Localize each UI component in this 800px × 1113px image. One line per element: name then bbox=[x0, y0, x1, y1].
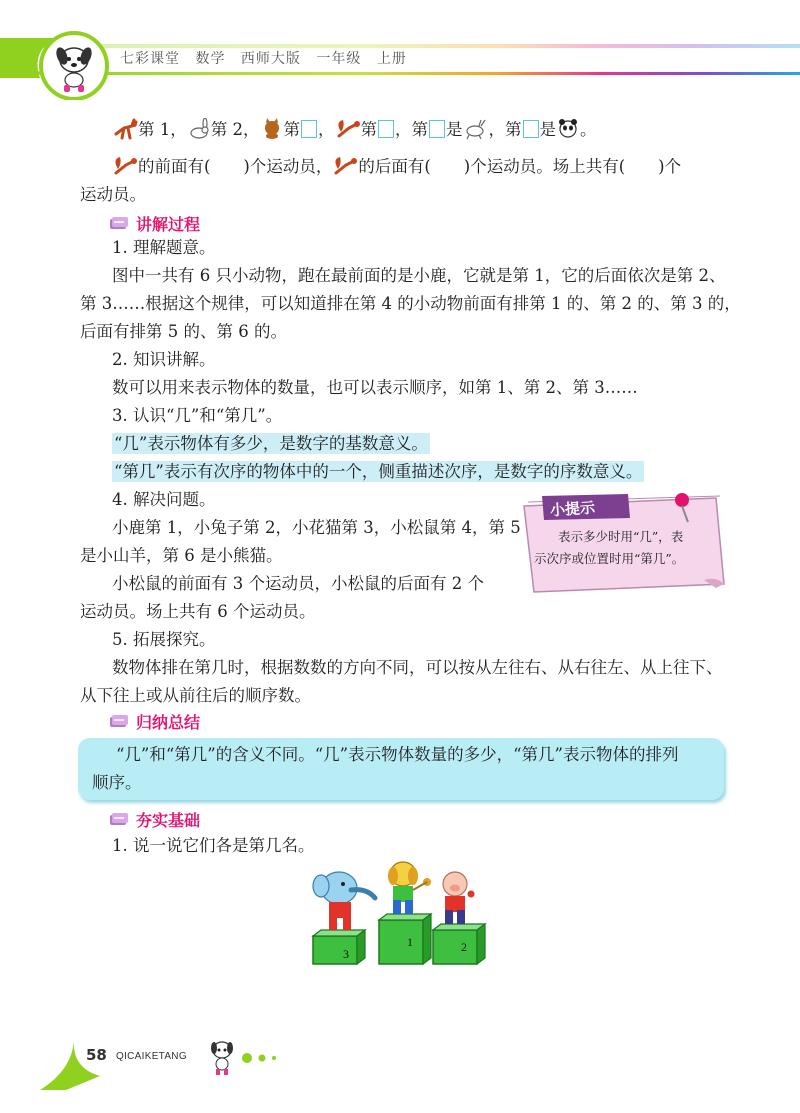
race-sixth: 是 bbox=[539, 120, 556, 139]
explain-step-2: 2. 知识讲解。 bbox=[112, 350, 216, 369]
explain-step-4-text-c: 小松鼠的前面有 3 个运动员，小松鼠的后面有 2 个 bbox=[112, 574, 484, 593]
cardinal-highlight: “几”表示物体有多少，是数字的基数意义。 bbox=[114, 434, 428, 453]
dog-icon bbox=[388, 862, 431, 914]
question-part-2: 的后面有( )个运动员。场上共有( )个 bbox=[358, 157, 682, 176]
edition-name: 西师大版 bbox=[240, 51, 301, 67]
podium-drawing bbox=[305, 860, 505, 968]
answer-box-6[interactable] bbox=[523, 120, 539, 138]
section-explain bbox=[108, 210, 200, 236]
pencil-box-icon bbox=[108, 810, 130, 828]
rabbit-icon bbox=[187, 118, 211, 140]
race-fifth: 是 bbox=[446, 120, 463, 139]
section-summary bbox=[108, 708, 200, 734]
race-order-line bbox=[112, 116, 597, 144]
panda-icon bbox=[556, 118, 580, 140]
squirrel-icon bbox=[332, 155, 358, 177]
tip-text bbox=[534, 526, 724, 570]
ordinal-highlight: “第几”表示有次序的物体中的一个，侧重描述次序，是数字的序数意义。 bbox=[114, 462, 643, 481]
section-basics-title: 夯实基础 bbox=[136, 810, 201, 830]
summary-line-1: “几”和“第几”的含义不同。“几”表示物体数量的多少，“第几”表示物体的排列 bbox=[116, 745, 679, 764]
summary-line-2: 顺序。 bbox=[92, 773, 142, 792]
race-sep-3: ， bbox=[318, 120, 335, 139]
cat-icon bbox=[260, 118, 284, 140]
tip-line-2: 示次序或位置时用“第几”。 bbox=[534, 551, 685, 566]
squirrel-icon bbox=[112, 155, 138, 177]
page-footer bbox=[0, 1020, 800, 1090]
explain-step-4-text-a: 小鹿第 1，小兔子第 2，小花猫第 3，小松鼠第 4，第 5 bbox=[112, 518, 521, 537]
explain-step-5-text-a: 数物体排在第几时，根据数数的方向不同，可以按从左往右、从右往左、从上往下、 bbox=[112, 658, 723, 677]
explain-step-1-text-c: 后面有排第 5 的、第 6 的。 bbox=[80, 322, 287, 341]
podium-block-middle bbox=[379, 914, 431, 964]
section-summary-title: 归纳总结 bbox=[136, 712, 201, 732]
race-end: 。 bbox=[580, 120, 597, 139]
summary-text bbox=[92, 741, 722, 797]
race-third: 第 bbox=[283, 120, 300, 139]
pencil-box-icon bbox=[108, 214, 130, 232]
podium-illustration bbox=[305, 860, 505, 972]
race-first: 第 1， bbox=[138, 120, 187, 139]
series-name: 七彩课堂 bbox=[120, 51, 180, 67]
grade-name: 一年级 bbox=[316, 51, 362, 67]
race-second: 第 2， bbox=[210, 120, 260, 139]
podium-middle-number: 1 bbox=[407, 935, 413, 949]
section-explain-title: 讲解过程 bbox=[136, 214, 201, 234]
explain-step-5: 5. 拓展探究。 bbox=[112, 630, 216, 649]
question-line-2: 运动员。 bbox=[80, 185, 146, 204]
answer-box-5[interactable] bbox=[429, 120, 445, 138]
explain-step-2-text: 数可以用来表示物体的数量，也可以表示顺序，如第 1、第 2、第 3…… bbox=[112, 378, 638, 397]
tip-line-1: 表示多少时用“几”，表 bbox=[558, 529, 684, 544]
explain-step-3-ordinal bbox=[112, 458, 644, 486]
basics-question-1: 1. 说一说它们各是第几名。 bbox=[112, 836, 315, 855]
explain-step-4: 4. 解决问题。 bbox=[112, 490, 216, 509]
summary-box bbox=[78, 738, 724, 800]
page-header bbox=[0, 0, 800, 110]
explain-step-4-text-d: 运动员。场上共有 6 个运动员。 bbox=[80, 602, 316, 621]
squirrel-icon bbox=[335, 118, 361, 140]
explain-step-3-cardinal bbox=[112, 430, 430, 458]
subject-name: 数学 bbox=[195, 51, 226, 67]
podium-block-right bbox=[433, 924, 485, 964]
race-sep-5: ，第 bbox=[488, 120, 522, 139]
explain-step-1-text-b: 第 3……根据这个规律，可以知道排在第 4 的小动物前面有排第 1 的、第 2 的、第 3 的， bbox=[80, 294, 741, 313]
page-number: 58 bbox=[86, 1046, 107, 1064]
question-line-1 bbox=[112, 153, 681, 181]
tip-note bbox=[520, 492, 728, 594]
brand-name: QICAIKETANG bbox=[116, 1051, 187, 1062]
race-fourth: 第 bbox=[360, 120, 377, 139]
goat-icon bbox=[463, 118, 489, 140]
podium-right-number: 2 bbox=[461, 940, 467, 954]
volume-name: 上册 bbox=[376, 51, 407, 67]
pencil-box-icon bbox=[108, 712, 130, 730]
race-sep-4: ，第 bbox=[395, 120, 428, 139]
tip-title: 小提示 bbox=[549, 498, 596, 520]
explain-step-5-text-b: 从下往上或从前往后的顺序数。 bbox=[80, 686, 311, 705]
pig-icon bbox=[443, 872, 475, 924]
elephant-icon bbox=[313, 872, 375, 930]
deer-icon bbox=[112, 118, 138, 140]
header-title bbox=[120, 48, 417, 68]
explain-step-3: 3. 认识“几”和“第几”。 bbox=[112, 406, 283, 425]
dog-mascot-icon bbox=[36, 30, 114, 100]
question-part-1: 的前面有( )个运动员， bbox=[138, 157, 333, 176]
explain-step-4-text-b: 是小山羊，第 6 是小熊猫。 bbox=[80, 546, 283, 565]
dog-mascot-small-icon bbox=[204, 1034, 240, 1078]
answer-box-4[interactable] bbox=[378, 120, 394, 138]
answer-box-3[interactable] bbox=[301, 120, 317, 138]
explain-step-1: 1. 理解题意。 bbox=[112, 238, 216, 257]
podium-block-left bbox=[313, 930, 365, 964]
explain-step-1-text-a: 图中一共有 6 只小动物，跑在最前面的是小鹿，它就是第 1，它的后面依次是第 2、 bbox=[112, 266, 726, 285]
podium-left-number: 3 bbox=[343, 947, 349, 961]
section-basics bbox=[108, 806, 200, 832]
